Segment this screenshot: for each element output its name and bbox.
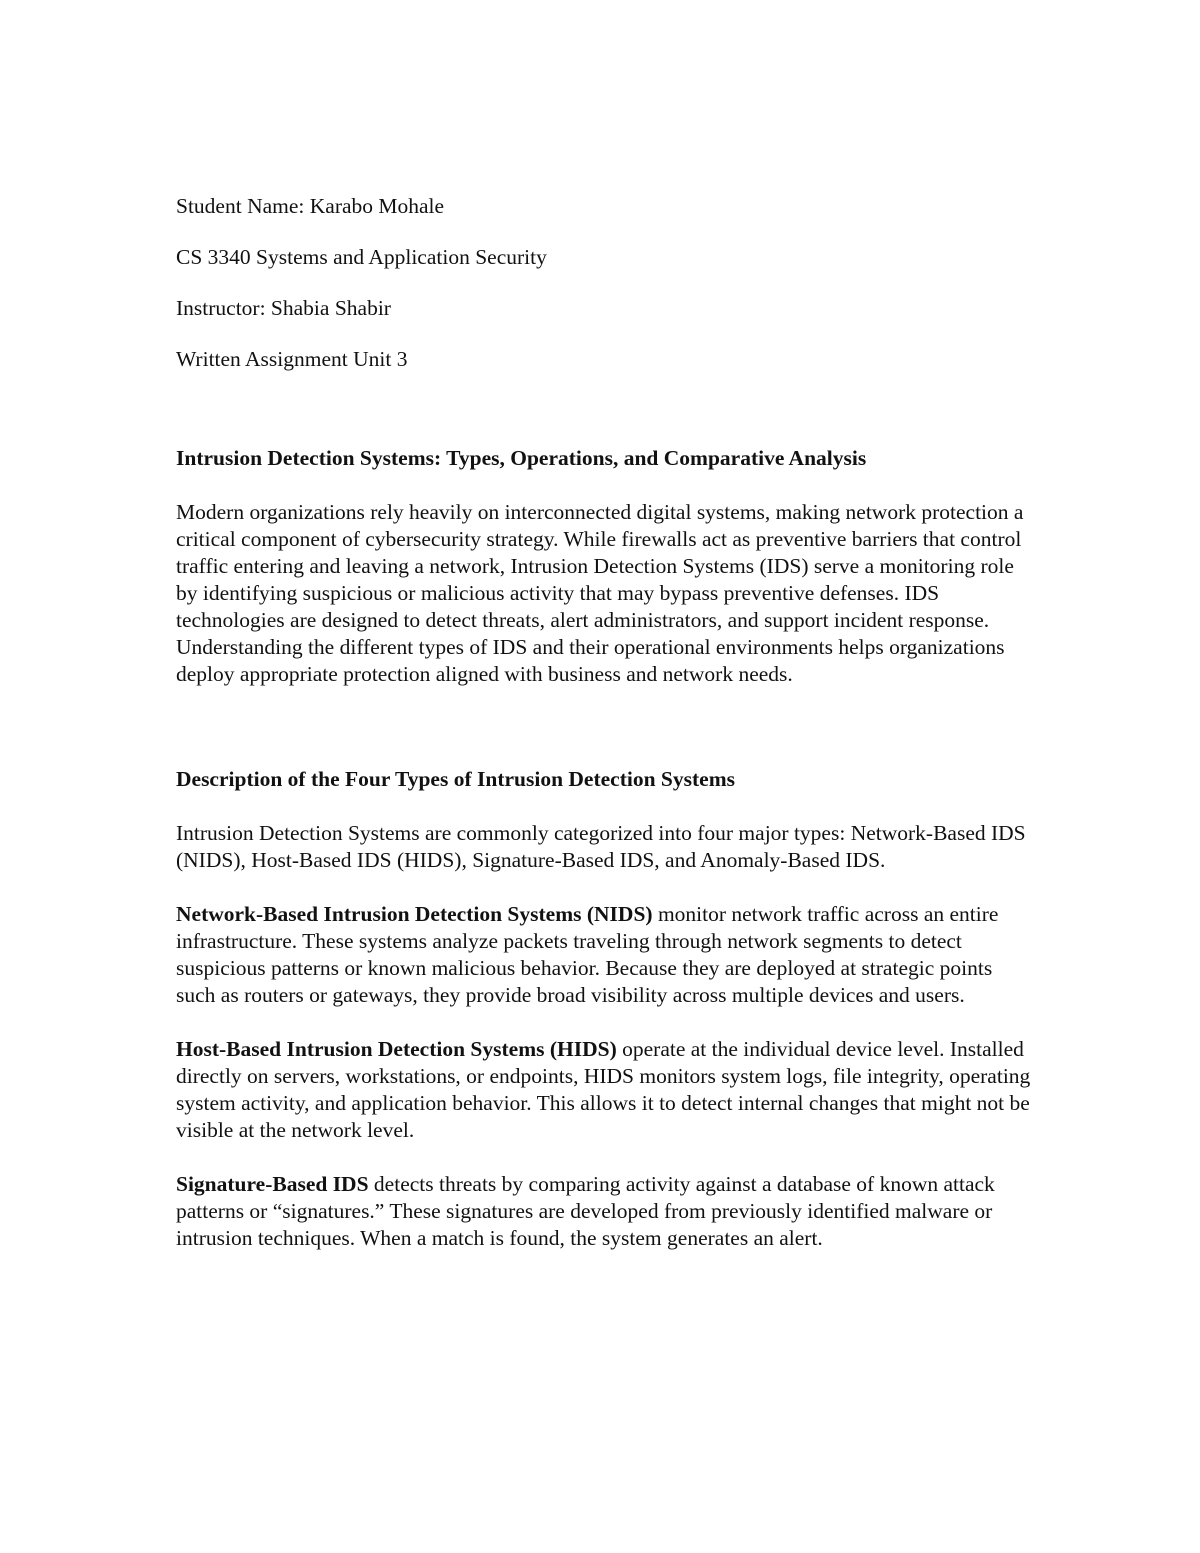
section-intro-paragraph: Intrusion Detection Systems are commonly categorized into four major types: Network-Based IDS (NIDS), Host-Based IDS (HIDS), Signature-Based IDS, and Anomaly-Based IDS. bbox=[176, 821, 1026, 872]
essay-title: Intrusion Detection Systems: Types, Operations, and Comparative Analysis bbox=[176, 446, 867, 470]
assignment-title: Written Assignment Unit 3 bbox=[176, 347, 408, 371]
ids-type-term: Host-Based Intrusion Detection Systems (HIDS) bbox=[176, 1037, 617, 1061]
ids-type-description: operate at the individual device level. Installed directly on servers, workstations, or endpoints, HIDS monitors system logs, file integrity, operating system activity, and application behavior. This allows it to detect internal changes that might not be visible at the network level. bbox=[176, 1037, 1031, 1142]
ids-type-paragraph-signature bbox=[176, 1171, 1036, 1252]
student-name: Student Name: Karabo Mohale bbox=[176, 194, 445, 218]
course-title: CS 3340 Systems and Application Security bbox=[176, 245, 547, 269]
document-body bbox=[176, 193, 1036, 1252]
section-heading: Description of the Four Types of Intrusion Detection Systems bbox=[176, 767, 735, 791]
ids-type-paragraph-hids bbox=[176, 1036, 1036, 1144]
ids-type-paragraph-nids bbox=[176, 901, 1036, 1009]
ids-type-term: Signature-Based IDS bbox=[176, 1172, 369, 1196]
intro-paragraph: Modern organizations rely heavily on interconnected digital systems, making network protection a critical component of cybersecurity strategy. While firewalls act as preventive barriers that control traffic entering and leaving a network, Intrusion Detection Systems (IDS) serve a monitoring role by identifying suspicious or malicious activity that may bypass preventive defenses. IDS technologies are designed to detect threats, alert administrators, and support incident response. Understanding the different types of IDS and their operational environments helps organizations deploy appropriate protection aligned with business and network needs. bbox=[176, 500, 1024, 686]
instructor-name: Instructor: Shabia Shabir bbox=[176, 296, 391, 320]
ids-type-term: Network-Based Intrusion Detection Systems (NIDS) bbox=[176, 902, 653, 926]
ids-type-description: detects threats by comparing activity against a database of known attack patterns or “signatures.” These signatures are developed from previously identified malware or intrusion techniques. When a match is found, the system generates an alert. bbox=[176, 1172, 995, 1250]
ids-type-description: monitor network traffic across an entire infrastructure. These systems analyze packets traveling through network segments to detect suspicious patterns or known malicious behavior. Because they are deployed at strategic points such as routers or gateways, they provide broad visibility across multiple devices and users. bbox=[176, 902, 999, 1007]
